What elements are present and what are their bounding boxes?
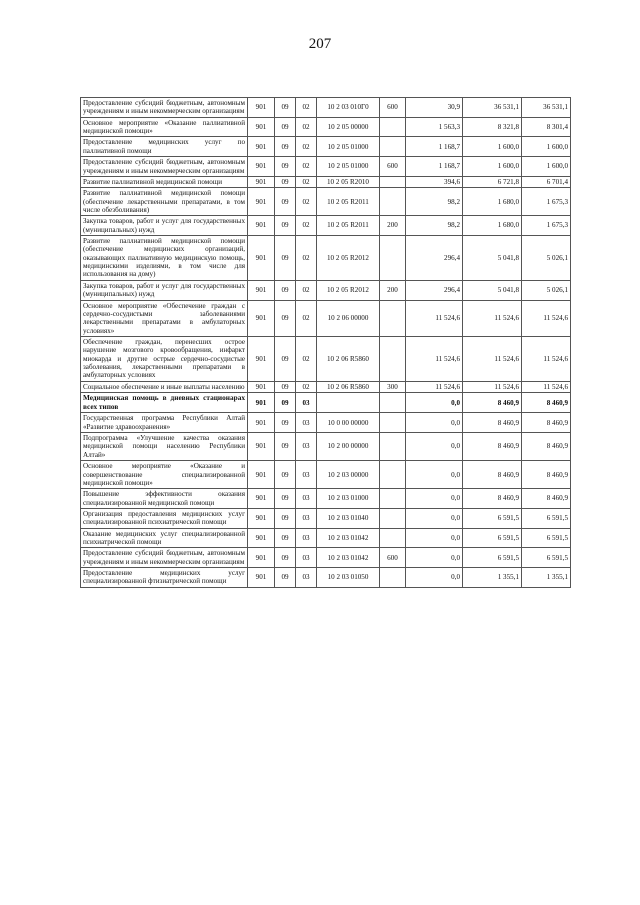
table-row bbox=[81, 236, 571, 281]
row-section: 09 bbox=[275, 336, 296, 381]
row-expense-type: 300 bbox=[380, 381, 406, 392]
row-expense-type bbox=[380, 336, 406, 381]
row-grbs: 901 bbox=[248, 157, 275, 177]
row-target-article: 10 2 05 00000 bbox=[317, 117, 380, 137]
row-expense-type bbox=[380, 433, 406, 461]
row-amount-1: 0,0 bbox=[406, 508, 463, 528]
row-amount-3: 1 675,3 bbox=[522, 188, 571, 216]
row-name: Основное мероприятие «Обеспечение граждан с сердечно-сосудистыми заболеваниями лекарственными препаратами в амбулаторных условиях» bbox=[81, 300, 248, 336]
row-section: 09 bbox=[275, 413, 296, 433]
row-expense-type: 600 bbox=[380, 98, 406, 118]
row-amount-1: 1 563,3 bbox=[406, 117, 463, 137]
row-subsection: 02 bbox=[296, 300, 317, 336]
row-grbs: 901 bbox=[248, 508, 275, 528]
row-section: 09 bbox=[275, 98, 296, 118]
row-target-article: 10 2 03 00000 bbox=[317, 461, 380, 489]
row-grbs: 901 bbox=[248, 336, 275, 381]
row-name: Закупка товаров, работ и услуг для государственных (муниципальных) нужд bbox=[81, 280, 248, 300]
row-expense-type bbox=[380, 393, 406, 413]
row-section: 09 bbox=[275, 176, 296, 187]
row-amount-1: 11 524,6 bbox=[406, 336, 463, 381]
row-amount-3: 6 701,4 bbox=[522, 176, 571, 187]
table-row bbox=[81, 508, 571, 528]
row-amount-2: 1 600,0 bbox=[463, 137, 522, 157]
row-name: Развитие паллиативной медицинской помощи bbox=[81, 176, 248, 187]
row-target-article: 10 2 05 R2012 bbox=[317, 236, 380, 281]
row-section: 09 bbox=[275, 528, 296, 548]
budget-table bbox=[80, 97, 571, 588]
row-amount-2: 5 041,8 bbox=[463, 236, 522, 281]
row-amount-1: 0,0 bbox=[406, 489, 463, 509]
row-grbs: 901 bbox=[248, 393, 275, 413]
row-grbs: 901 bbox=[248, 98, 275, 118]
row-target-article bbox=[317, 393, 380, 413]
row-amount-1: 296,4 bbox=[406, 236, 463, 281]
row-amount-3: 6 591,5 bbox=[522, 508, 571, 528]
row-grbs: 901 bbox=[248, 137, 275, 157]
table-row bbox=[81, 117, 571, 137]
row-subsection: 03 bbox=[296, 548, 317, 568]
row-name: Основное мероприятие «Оказание и совершенствование специализированной медицинской помощи» bbox=[81, 461, 248, 489]
row-name: Государственная программа Республики Алтай «Развитие здравоохранения» bbox=[81, 413, 248, 433]
row-name: Предоставление медицинских услуг специализированной фтизиатрической помощи bbox=[81, 568, 248, 588]
table-row bbox=[81, 280, 571, 300]
row-amount-1: 11 524,6 bbox=[406, 381, 463, 392]
row-amount-3: 36 531,1 bbox=[522, 98, 571, 118]
row-amount-2: 6 591,5 bbox=[463, 528, 522, 548]
row-subsection: 03 bbox=[296, 393, 317, 413]
row-grbs: 901 bbox=[248, 176, 275, 187]
row-grbs: 901 bbox=[248, 300, 275, 336]
row-amount-1: 0,0 bbox=[406, 393, 463, 413]
row-subsection: 03 bbox=[296, 413, 317, 433]
row-target-article: 10 2 05 01000 bbox=[317, 157, 380, 177]
row-subsection: 02 bbox=[296, 176, 317, 187]
row-expense-type: 600 bbox=[380, 157, 406, 177]
row-target-article: 10 2 05 R2011 bbox=[317, 216, 380, 236]
row-expense-type bbox=[380, 489, 406, 509]
row-grbs: 901 bbox=[248, 528, 275, 548]
row-subsection: 02 bbox=[296, 216, 317, 236]
row-section: 09 bbox=[275, 568, 296, 588]
row-grbs: 901 bbox=[248, 548, 275, 568]
row-name: Обеспечение граждан, перенесших острое нарушение мозгового кровообращения, инфаркт миокарда и другие острые сердечно-сосудистые заболевания, лекарственными препаратами в амбулаторных условиях bbox=[81, 336, 248, 381]
row-subsection: 03 bbox=[296, 528, 317, 548]
row-target-article: 10 2 06 00000 bbox=[317, 300, 380, 336]
row-section: 09 bbox=[275, 433, 296, 461]
row-amount-2: 5 041,8 bbox=[463, 280, 522, 300]
row-amount-2: 8 460,9 bbox=[463, 413, 522, 433]
row-section: 09 bbox=[275, 117, 296, 137]
row-grbs: 901 bbox=[248, 280, 275, 300]
row-subsection: 03 bbox=[296, 508, 317, 528]
row-amount-3: 11 524,6 bbox=[522, 300, 571, 336]
table-row bbox=[81, 381, 571, 392]
row-amount-3: 6 591,5 bbox=[522, 528, 571, 548]
table-row bbox=[81, 216, 571, 236]
table-row bbox=[81, 137, 571, 157]
row-name: Организация предоставления медицинских услуг специализированной психиатрической помощи bbox=[81, 508, 248, 528]
row-amount-1: 98,2 bbox=[406, 216, 463, 236]
row-amount-3: 8 301,4 bbox=[522, 117, 571, 137]
row-name: Основное мероприятие «Оказание паллиативной медицинской помощи» bbox=[81, 117, 248, 137]
budget-table-body bbox=[81, 98, 571, 588]
row-expense-type bbox=[380, 461, 406, 489]
row-grbs: 901 bbox=[248, 117, 275, 137]
row-amount-3: 11 524,6 bbox=[522, 381, 571, 392]
row-target-article: 10 2 03 01042 bbox=[317, 528, 380, 548]
row-amount-1: 11 524,6 bbox=[406, 300, 463, 336]
row-section: 09 bbox=[275, 489, 296, 509]
row-section: 09 bbox=[275, 548, 296, 568]
page-number: 207 bbox=[308, 36, 332, 52]
row-name: Предоставление субсидий бюджетным, автономным учреждениям и иным некоммерческим организациям bbox=[81, 98, 248, 118]
table-row bbox=[81, 433, 571, 461]
row-expense-type bbox=[380, 117, 406, 137]
table-row bbox=[81, 336, 571, 381]
row-target-article: 10 2 03 01000 bbox=[317, 489, 380, 509]
row-expense-type bbox=[380, 236, 406, 281]
row-amount-3: 1 600,0 bbox=[522, 157, 571, 177]
table-row bbox=[81, 489, 571, 509]
row-amount-2: 6 591,5 bbox=[463, 508, 522, 528]
row-expense-type bbox=[380, 137, 406, 157]
row-section: 09 bbox=[275, 157, 296, 177]
row-name: Медицинская помощь в дневных стационарах всех типов bbox=[81, 393, 248, 413]
row-grbs: 901 bbox=[248, 188, 275, 216]
row-amount-2: 8 460,9 bbox=[463, 393, 522, 413]
row-target-article: 10 2 05 R2012 bbox=[317, 280, 380, 300]
row-amount-3: 11 524,6 bbox=[522, 336, 571, 381]
table-row bbox=[81, 188, 571, 216]
row-amount-3: 5 026,1 bbox=[522, 236, 571, 281]
row-name: Предоставление субсидий бюджетным, автономным учреждениям и иным некоммерческим организациям bbox=[81, 548, 248, 568]
row-amount-2: 11 524,6 bbox=[463, 300, 522, 336]
row-section: 09 bbox=[275, 280, 296, 300]
row-subsection: 02 bbox=[296, 280, 317, 300]
row-name: Предоставление субсидий бюджетным, автономным учреждениям и иным некоммерческим организациям bbox=[81, 157, 248, 177]
row-amount-2: 1 355,1 bbox=[463, 568, 522, 588]
row-amount-2: 8 460,9 bbox=[463, 433, 522, 461]
row-amount-3: 8 460,9 bbox=[522, 393, 571, 413]
row-amount-2: 11 524,6 bbox=[463, 336, 522, 381]
row-amount-2: 8 460,9 bbox=[463, 461, 522, 489]
row-grbs: 901 bbox=[248, 216, 275, 236]
row-name: Развитие паллиативной медицинской помощи (обеспечение медицинских организаций, оказывающих паллиативную медицинскую помощь, медицинскими изделиями, в том числе для использования на дому) bbox=[81, 236, 248, 281]
row-subsection: 02 bbox=[296, 188, 317, 216]
row-amount-1: 0,0 bbox=[406, 413, 463, 433]
row-name: Подпрограмма «Улучшение качества оказания медицинской помощи населению Республики Алтай» bbox=[81, 433, 248, 461]
row-expense-type bbox=[380, 300, 406, 336]
row-subsection: 02 bbox=[296, 236, 317, 281]
row-amount-2: 1 680,0 bbox=[463, 188, 522, 216]
row-amount-1: 0,0 bbox=[406, 528, 463, 548]
row-amount-2: 1 600,0 bbox=[463, 157, 522, 177]
row-target-article: 10 2 00 00000 bbox=[317, 433, 380, 461]
row-amount-3: 5 026,1 bbox=[522, 280, 571, 300]
table-row bbox=[81, 300, 571, 336]
row-expense-type bbox=[380, 508, 406, 528]
row-amount-1: 1 168,7 bbox=[406, 157, 463, 177]
row-subsection: 02 bbox=[296, 117, 317, 137]
row-grbs: 901 bbox=[248, 236, 275, 281]
table-row bbox=[81, 568, 571, 588]
table-row bbox=[81, 157, 571, 177]
row-grbs: 901 bbox=[248, 381, 275, 392]
row-target-article: 10 2 03 01042 bbox=[317, 548, 380, 568]
row-amount-2: 8 460,9 bbox=[463, 489, 522, 509]
row-amount-1: 0,0 bbox=[406, 548, 463, 568]
row-section: 09 bbox=[275, 188, 296, 216]
row-amount-3: 8 460,9 bbox=[522, 433, 571, 461]
row-amount-2: 6 591,5 bbox=[463, 548, 522, 568]
row-expense-type bbox=[380, 568, 406, 588]
row-subsection: 03 bbox=[296, 433, 317, 461]
row-amount-3: 8 460,9 bbox=[522, 461, 571, 489]
row-section: 09 bbox=[275, 393, 296, 413]
row-expense-type bbox=[380, 176, 406, 187]
table-row bbox=[81, 528, 571, 548]
row-target-article: 10 2 03 010Г0 bbox=[317, 98, 380, 118]
row-target-article: 10 2 03 01050 bbox=[317, 568, 380, 588]
row-subsection: 03 bbox=[296, 461, 317, 489]
row-section: 09 bbox=[275, 236, 296, 281]
row-target-article: 10 0 00 00000 bbox=[317, 413, 380, 433]
row-amount-3: 8 460,9 bbox=[522, 413, 571, 433]
row-amount-2: 6 721,8 bbox=[463, 176, 522, 187]
row-expense-type bbox=[380, 188, 406, 216]
row-expense-type bbox=[380, 528, 406, 548]
row-name: Развитие паллиативной медицинской помощи (обеспечение лекарственными препаратами, в том числе обезболивания) bbox=[81, 188, 248, 216]
row-section: 09 bbox=[275, 461, 296, 489]
table-row bbox=[81, 176, 571, 187]
row-name: Предоставление медицинских услуг по паллиативной помощи bbox=[81, 137, 248, 157]
table-row bbox=[81, 393, 571, 413]
row-subsection: 03 bbox=[296, 489, 317, 509]
row-amount-2: 36 531,1 bbox=[463, 98, 522, 118]
row-amount-3: 6 591,5 bbox=[522, 548, 571, 568]
row-section: 09 bbox=[275, 508, 296, 528]
row-amount-1: 1 168,7 bbox=[406, 137, 463, 157]
row-expense-type: 200 bbox=[380, 216, 406, 236]
row-amount-2: 1 680,0 bbox=[463, 216, 522, 236]
row-name: Оказание медицинских услуг специализированной психиатрической помощи bbox=[81, 528, 248, 548]
row-target-article: 10 2 05 R2010 bbox=[317, 176, 380, 187]
row-section: 09 bbox=[275, 216, 296, 236]
row-grbs: 901 bbox=[248, 568, 275, 588]
row-target-article: 10 2 06 R5860 bbox=[317, 336, 380, 381]
row-grbs: 901 bbox=[248, 433, 275, 461]
row-grbs: 901 bbox=[248, 413, 275, 433]
row-amount-2: 8 321,8 bbox=[463, 117, 522, 137]
row-target-article: 10 2 06 R5860 bbox=[317, 381, 380, 392]
row-expense-type: 200 bbox=[380, 280, 406, 300]
row-amount-1: 0,0 bbox=[406, 461, 463, 489]
row-expense-type bbox=[380, 413, 406, 433]
row-subsection: 03 bbox=[296, 568, 317, 588]
table-row bbox=[81, 413, 571, 433]
row-amount-2: 11 524,6 bbox=[463, 381, 522, 392]
row-amount-1: 30,9 bbox=[406, 98, 463, 118]
row-target-article: 10 2 03 01040 bbox=[317, 508, 380, 528]
row-target-article: 10 2 05 R2011 bbox=[317, 188, 380, 216]
row-section: 09 bbox=[275, 381, 296, 392]
row-name: Повышение эффективности оказания специализированной медицинской помощи bbox=[81, 489, 248, 509]
table-row bbox=[81, 548, 571, 568]
row-section: 09 bbox=[275, 137, 296, 157]
row-name: Закупка товаров, работ и услуг для государственных (муниципальных) нужд bbox=[81, 216, 248, 236]
row-amount-1: 0,0 bbox=[406, 433, 463, 461]
row-subsection: 02 bbox=[296, 137, 317, 157]
row-amount-3: 8 460,9 bbox=[522, 489, 571, 509]
row-subsection: 02 bbox=[296, 336, 317, 381]
row-amount-1: 0,0 bbox=[406, 568, 463, 588]
row-grbs: 901 bbox=[248, 489, 275, 509]
row-name: Социальное обеспечение и иные выплаты населению bbox=[81, 381, 248, 392]
row-amount-1: 98,2 bbox=[406, 188, 463, 216]
row-subsection: 02 bbox=[296, 98, 317, 118]
row-amount-3: 1 600,0 bbox=[522, 137, 571, 157]
row-section: 09 bbox=[275, 300, 296, 336]
row-target-article: 10 2 05 01000 bbox=[317, 137, 380, 157]
row-amount-1: 394,6 bbox=[406, 176, 463, 187]
row-amount-3: 1 355,1 bbox=[522, 568, 571, 588]
table-row bbox=[81, 98, 571, 118]
row-grbs: 901 bbox=[248, 461, 275, 489]
row-subsection: 02 bbox=[296, 381, 317, 392]
row-amount-1: 296,4 bbox=[406, 280, 463, 300]
row-amount-3: 1 675,3 bbox=[522, 216, 571, 236]
row-expense-type: 600 bbox=[380, 548, 406, 568]
table-row bbox=[81, 461, 571, 489]
row-subsection: 02 bbox=[296, 157, 317, 177]
